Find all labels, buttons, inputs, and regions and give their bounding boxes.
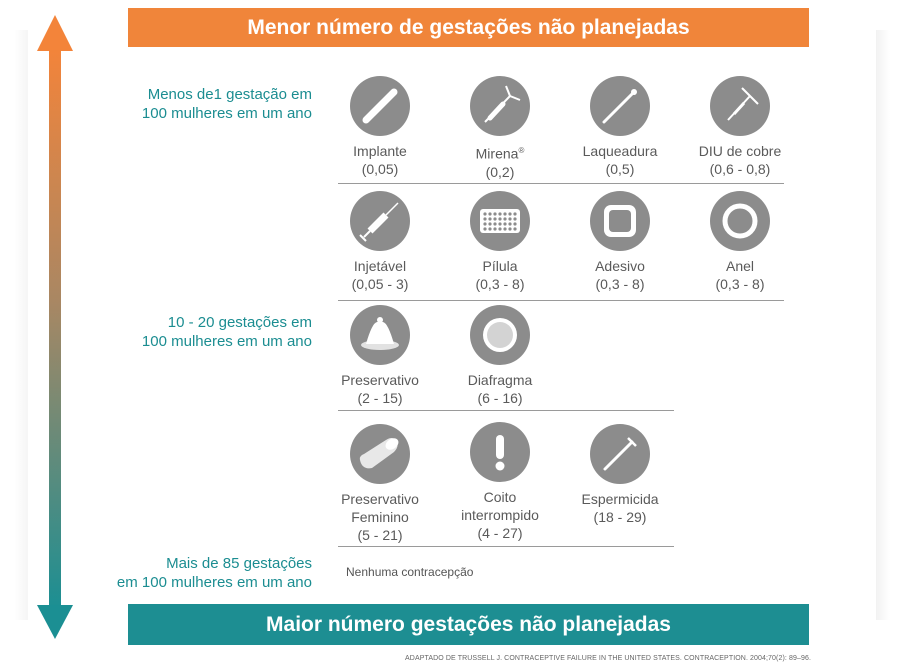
method-pill: Pílula (0,3 - 8) bbox=[435, 191, 565, 293]
separator bbox=[338, 300, 784, 301]
pill-pack-icon bbox=[470, 191, 530, 251]
condom-icon bbox=[350, 305, 410, 365]
method-withdrawal: Coito interrompido (4 - 27) bbox=[435, 422, 565, 542]
copper-iud-icon bbox=[710, 76, 770, 136]
female-condom-icon bbox=[350, 424, 410, 484]
implant-icon bbox=[350, 76, 410, 136]
top-banner bbox=[128, 8, 809, 47]
arrow-shaft bbox=[49, 49, 61, 609]
method-condom: Preservativo (2 - 15) bbox=[315, 305, 445, 407]
ring-icon bbox=[710, 191, 770, 251]
no-contraception-label: Nenhuma contracepção bbox=[346, 565, 474, 579]
separator bbox=[338, 183, 784, 184]
method-ring: Anel (0,3 - 8) bbox=[675, 191, 805, 293]
method-spermicide: Espermicida (18 - 29) bbox=[555, 424, 685, 526]
tier1-label: Menos de1 gestação em 100 mulheres em um ano bbox=[141, 86, 312, 122]
diaphragm-icon bbox=[470, 305, 530, 365]
exclamation-icon bbox=[470, 422, 530, 482]
method-diaphragm: Diafragma (6 - 16) bbox=[435, 305, 565, 407]
method-implant: Implante (0,05) bbox=[315, 76, 445, 178]
left-shadow bbox=[14, 30, 28, 620]
spermicide-icon bbox=[590, 424, 650, 484]
patch-icon bbox=[590, 191, 650, 251]
arrow-head-up bbox=[37, 15, 73, 51]
method-patch: Adesivo (0,3 - 8) bbox=[555, 191, 685, 293]
gradient-arrow bbox=[36, 15, 76, 641]
source-citation: ADAPTADO DE TRUSSELL J. CONTRACEPTIVE FAILURE IN THE UNITED STATES. CONTRACEPTION. 2004;70(2): 89–96. bbox=[405, 655, 811, 662]
tier3-label: Mais de 85 gestações em 100 mulheres em um ano bbox=[116, 555, 312, 591]
method-mirena: Mirena® (0,2) bbox=[435, 76, 565, 181]
method-tubal-ligation: Laqueadura (0,5) bbox=[555, 76, 685, 178]
arrow-head-down bbox=[37, 605, 73, 639]
bottom-banner-text: Maior número gestações não planejadas bbox=[266, 612, 671, 636]
separator bbox=[338, 546, 674, 547]
method-copper-iud: DIU de cobre (0,6 - 0,8) bbox=[675, 76, 805, 178]
mirena-icon bbox=[470, 76, 530, 136]
syringe-icon bbox=[350, 191, 410, 251]
tier2-label: 10 - 20 gestações em 100 mulheres em um ano bbox=[141, 314, 312, 350]
registered-mark: ® bbox=[518, 146, 525, 155]
right-shadow bbox=[876, 30, 890, 620]
bottom-banner bbox=[128, 604, 809, 645]
method-female-condom: Preservativo Feminino (5 - 21) bbox=[315, 424, 445, 544]
method-injectable: Injetável (0,05 - 3) bbox=[315, 191, 445, 293]
separator bbox=[338, 410, 674, 411]
tubal-ligation-icon bbox=[590, 76, 650, 136]
top-banner-text: Menor número de gestações não planejadas bbox=[247, 15, 690, 39]
